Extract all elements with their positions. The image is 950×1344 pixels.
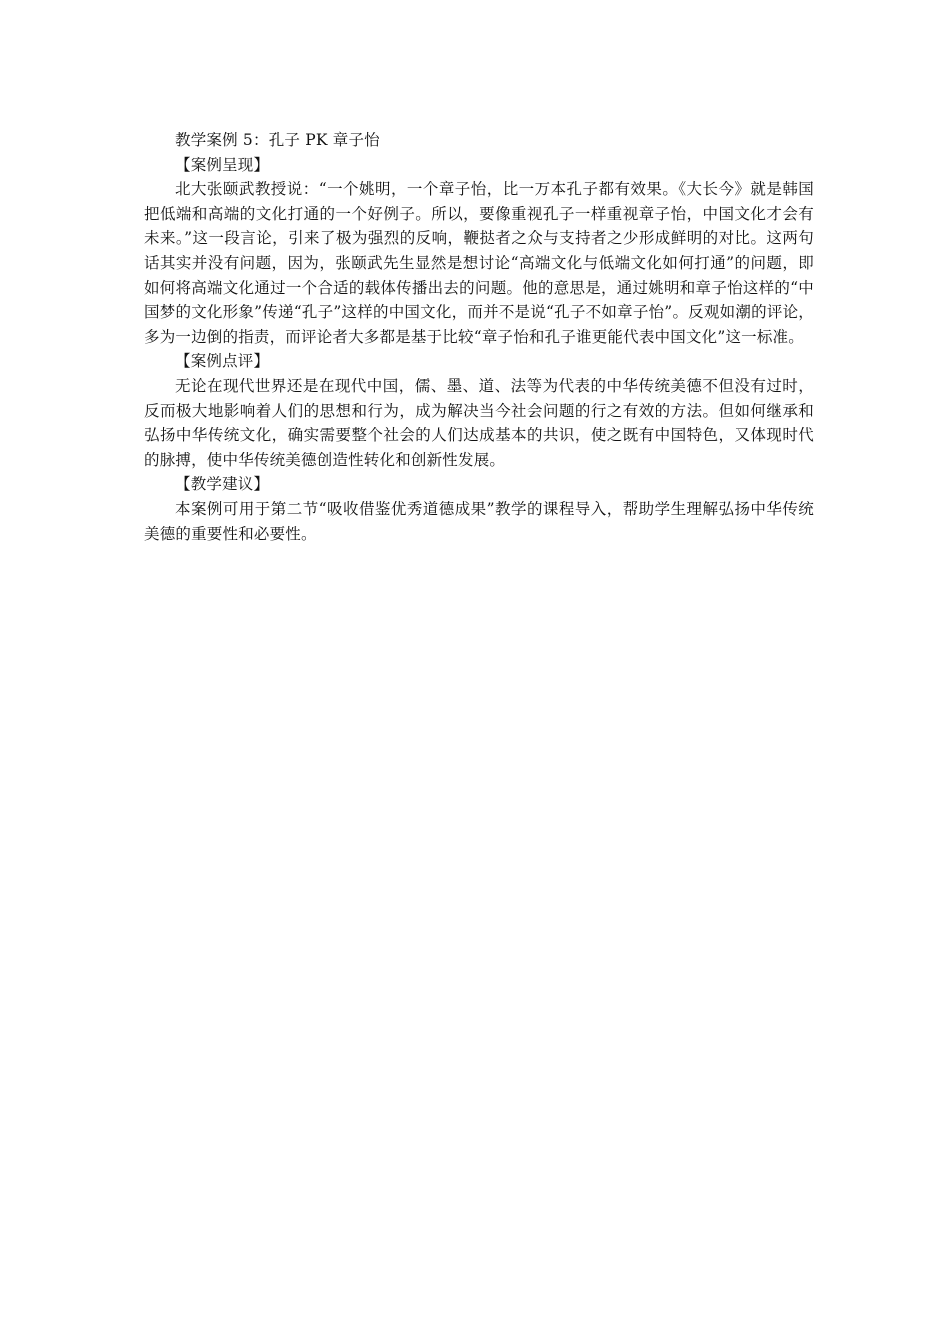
case-commentary-paragraph: 无论在现代世界还是在现代中国，儒、墨、道、法等为代表的中华传统美德不但没有过时，反而极大地影响着人们的思想和行为，成为解决当今社会问题的行之有效的方法。但如何继承和弘扬中华传统文化，确实需要整个社会的人们达成基本的共识，使之既有中国特色，又体现时代的脉搏，使中华传统美德创造性转化和创新性发展。 bbox=[144, 376, 814, 469]
section-heading-case-commentary: 【案例点评】 bbox=[175, 352, 270, 371]
teaching-suggestion-paragraph: 本案例可用于第二节“吸收借鉴优秀道德成果”教学的课程导入，帮助学生理解弘扬中华传统美德的重要性和必要性。 bbox=[144, 499, 814, 543]
document-content bbox=[144, 128, 814, 546]
section-heading-case-presentation: 【案例呈现】 bbox=[175, 155, 270, 174]
case-title: 教学案例 5：孔子 PK 章子怡 bbox=[175, 131, 380, 149]
case-presentation-paragraph: 北大张颐武教授说：“一个姚明，一个章子怡，比一万本孔子都有效果。《大长今》就是韩国把低端和高端的文化打通的一个好例子。所以，要像重视孔子一样重视章子怡，中国文化才会有未来。”这一段言论，引来了极为强烈的反响，鞭挞者之众与支持者之少形成鲜明的对比。这两句话其实并没有问题，因为，张颐武先生显然是想讨论“高端文化与低端文化如何打通”的问题，即如何将高端文化通过一个合适的载体传播出去的问题。他的意思是，通过姚明和章子怡这样的“中国梦的文化形象”传递“孔子”这样的中国文化，而并不是说“孔子不如章子怡”。反观如潮的评论，多为一边倒的指责，而评论者大多都是基于比较“章子怡和孔子谁更能代表中国文化”这一标准。 bbox=[144, 180, 814, 346]
section-heading-teaching-suggestion: 【教学建议】 bbox=[175, 475, 270, 494]
